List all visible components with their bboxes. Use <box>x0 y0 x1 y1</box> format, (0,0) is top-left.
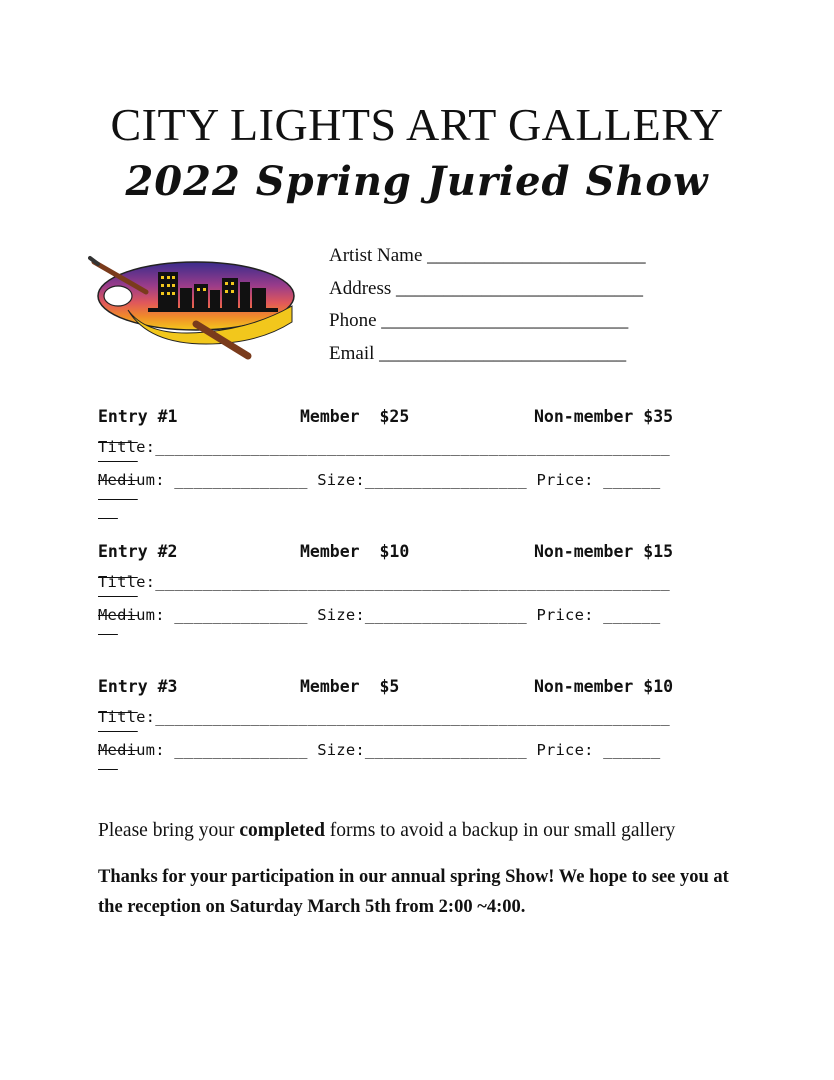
entry-details-line[interactable]: Medium: ______________ Size:_________________ Price: ______ <box>98 606 661 624</box>
phone-label: Phone <box>329 310 377 331</box>
note-emphasis: completed <box>239 820 325 841</box>
artist-name-label: Artist Name <box>329 245 423 266</box>
entry-header <box>98 677 698 701</box>
entry-name: Entry #3 <box>98 677 178 696</box>
phone-blank[interactable]: __________________________ <box>381 310 629 331</box>
entry-title-line[interactable]: Title:______________________________________________________ <box>98 708 670 726</box>
note-text-after: forms to avoid a backup in our small gallery <box>324 820 676 841</box>
member-fee: Member $5 <box>300 677 400 696</box>
entry-2-section <box>98 542 698 632</box>
entry-header <box>98 542 698 566</box>
note-text-before: Please bring your <box>98 820 240 841</box>
entry-title-line[interactable]: Title:______________________________________________________ <box>98 438 670 456</box>
address-label: Address <box>329 277 392 299</box>
nonmember-fee: Non-member $15 <box>534 542 674 561</box>
entry-1-section <box>98 407 698 497</box>
show-subtitle: 2022 Spring Juried Show <box>125 158 709 205</box>
palette-skyline-icon <box>88 252 298 362</box>
entry-title-line[interactable]: Title:______________________________________________________ <box>98 573 670 591</box>
entry-3-section <box>98 677 698 767</box>
completed-forms-note <box>98 820 758 842</box>
entry-name: Entry #2 <box>98 542 178 561</box>
artist-name-field[interactable] <box>329 242 646 275</box>
gallery-title: CITY LIGHTS ART GALLERY <box>110 99 724 150</box>
member-fee: Member $10 <box>300 542 410 561</box>
artist-info-block <box>329 242 646 372</box>
address-field[interactable] <box>329 275 646 308</box>
email-blank[interactable]: __________________________ <box>379 342 627 364</box>
entry-details-line[interactable]: Medium: ______________ Size:_________________ Price: ______ <box>98 741 661 759</box>
entry-header <box>98 407 698 431</box>
thanks-message: Thanks for your participation in our annual spring Show! We hope to see you at the reception on Saturday March 5th from 2:00 ~4:00. <box>98 867 729 917</box>
nonmember-fee: Non-member $10 <box>534 677 674 696</box>
phone-field[interactable] <box>329 307 646 340</box>
artist-name-blank[interactable]: _______________________ <box>427 245 646 266</box>
email-label: Email <box>329 342 375 364</box>
entry-name: Entry #1 <box>98 407 178 426</box>
email-field[interactable] <box>329 340 646 373</box>
member-fee: Member $25 <box>300 407 410 426</box>
nonmember-fee: Non-member $35 <box>534 407 674 426</box>
address-blank[interactable]: __________________________ <box>396 277 644 299</box>
entry-details-line[interactable]: Medium: ______________ Size:_________________ Price: ______ <box>98 471 661 489</box>
